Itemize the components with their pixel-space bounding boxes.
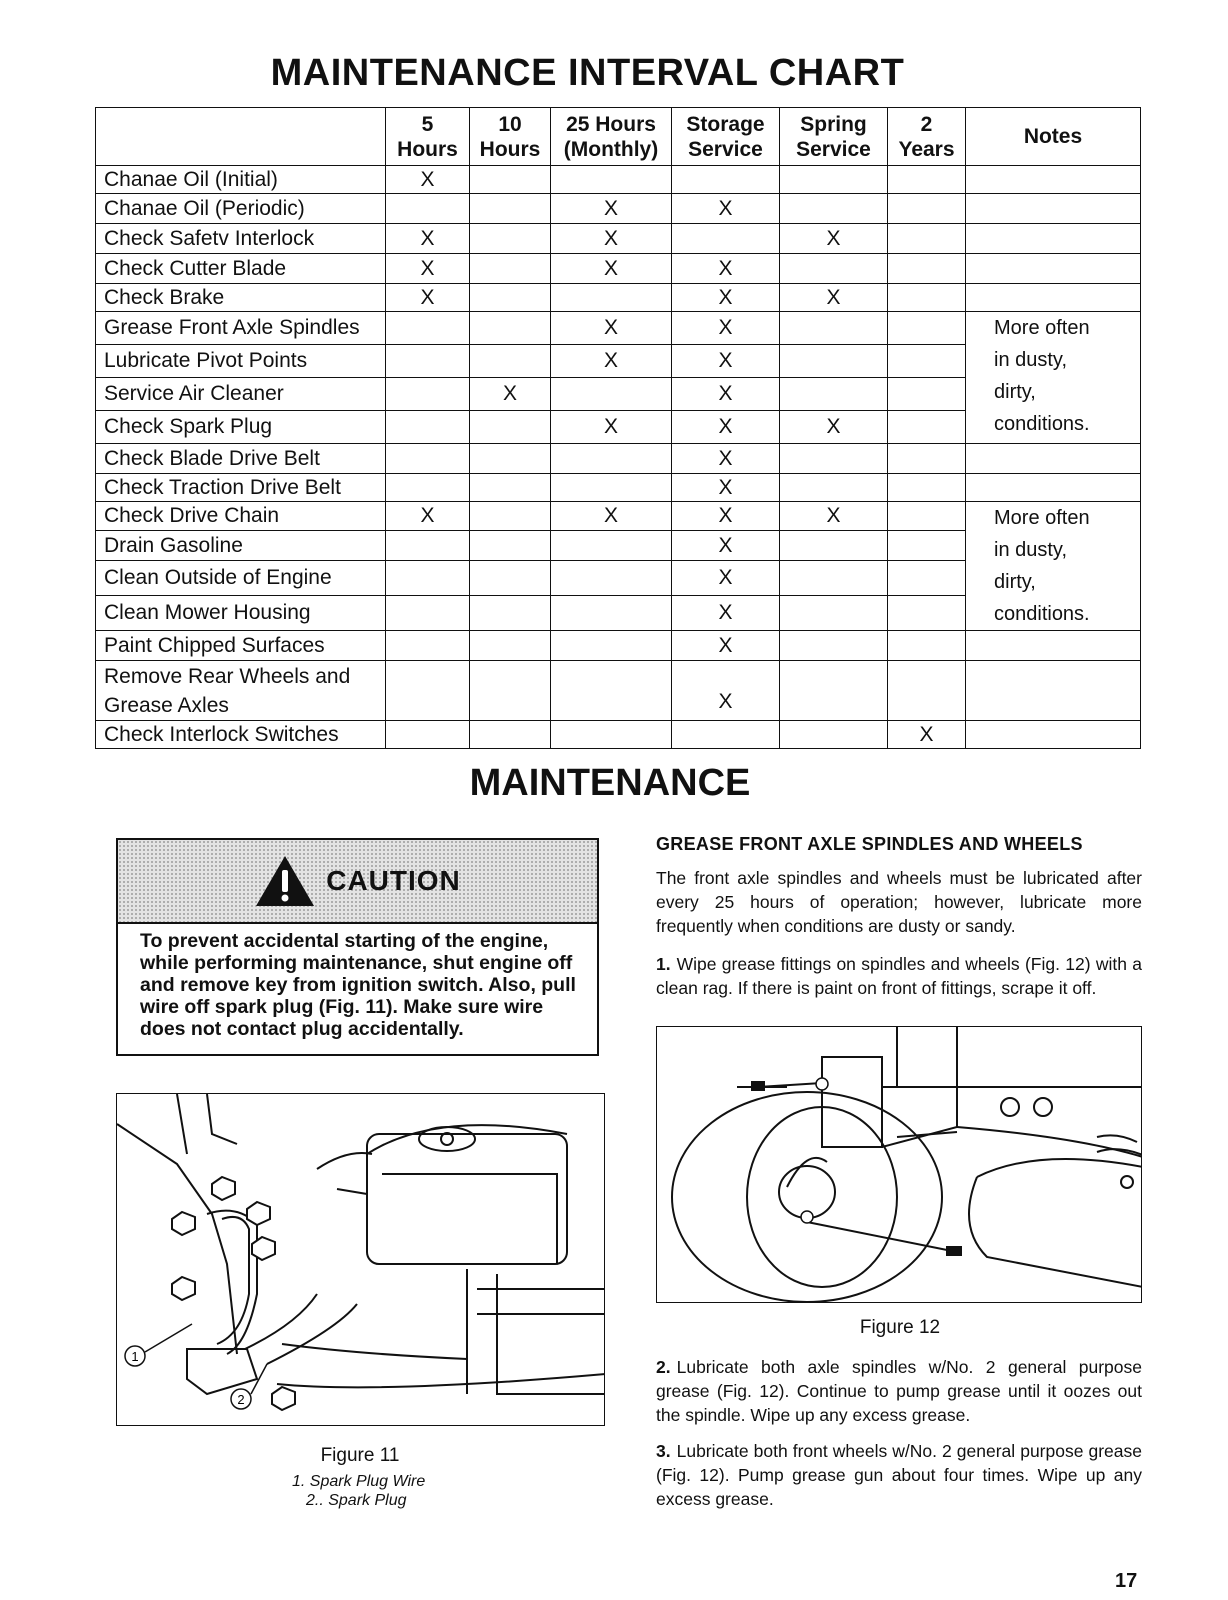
- interval-mark-cell: X: [672, 345, 780, 378]
- task-cell: Clean Mower Housing: [96, 596, 386, 631]
- table-row: [96, 254, 1141, 284]
- chart-title: MAINTENANCE INTERVAL CHART: [270, 52, 905, 94]
- interval-mark-cell: [551, 474, 672, 502]
- figure-12-caption: Figure 12: [859, 1317, 941, 1338]
- interval-mark-cell: X: [888, 721, 966, 749]
- interval-mark-cell: [780, 194, 888, 224]
- note-line: dirty,: [994, 571, 1036, 593]
- interval-mark-cell: [888, 166, 966, 194]
- interval-mark-cell: [470, 194, 551, 224]
- interval-mark-cell: [470, 345, 551, 378]
- interval-mark-cell: [470, 502, 551, 531]
- notes-cell: [966, 502, 1141, 631]
- interval-mark-cell: [386, 378, 470, 411]
- note-line: in dusty,: [994, 539, 1067, 561]
- task-cell: Drain Gasoline: [96, 530, 386, 561]
- interval-mark-cell: X: [672, 194, 780, 224]
- interval-mark-cell: X: [672, 661, 780, 721]
- interval-mark-cell: [470, 631, 551, 661]
- task-cell: Check Drive Chain: [96, 502, 386, 531]
- interval-mark-cell: [780, 530, 888, 561]
- table-row: [96, 312, 1141, 345]
- header-cell: 25 Hours (Monthly): [551, 108, 672, 166]
- figure-12-illustration: [656, 1026, 1142, 1303]
- interval-mark-cell: [386, 561, 470, 596]
- table-row: [96, 444, 1141, 474]
- header-cell: Storage Service: [672, 108, 780, 166]
- interval-mark-cell: X: [780, 224, 888, 254]
- interval-mark-cell: [780, 254, 888, 284]
- interval-mark-cell: X: [672, 502, 780, 531]
- interval-mark-cell: [551, 444, 672, 474]
- interval-mark-cell: X: [672, 561, 780, 596]
- interval-mark-cell: [888, 194, 966, 224]
- engine-spark-plug-drawing: [117, 1094, 605, 1426]
- interval-mark-cell: [470, 254, 551, 284]
- page-number: 17: [1115, 1570, 1138, 1592]
- interval-mark-cell: [780, 596, 888, 631]
- header-cell: Spring Service: [780, 108, 888, 166]
- interval-mark-cell: [386, 474, 470, 502]
- interval-mark-cell: X: [672, 411, 780, 444]
- interval-mark-cell: X: [672, 530, 780, 561]
- notes-cell-empty: [966, 166, 1141, 194]
- notes-cell-empty: [966, 444, 1141, 474]
- interval-mark-cell: [551, 530, 672, 561]
- table-row: [96, 474, 1141, 502]
- interval-mark-cell: [888, 631, 966, 661]
- interval-mark-cell: [386, 721, 470, 749]
- interval-mark-cell: X: [780, 411, 888, 444]
- note-line: conditions.: [994, 413, 1090, 435]
- notes-cell-empty: [966, 254, 1141, 284]
- figure-11-caption: Figure 11: [320, 1445, 400, 1466]
- notes-cell-empty: [966, 721, 1141, 749]
- interval-mark-cell: [551, 378, 672, 411]
- interval-mark-cell: [888, 474, 966, 502]
- step-2: [656, 1355, 1142, 1427]
- note-line: More often: [994, 507, 1090, 529]
- caution-header: [118, 840, 597, 924]
- notes-cell-empty: [966, 284, 1141, 312]
- interval-mark-cell: [888, 224, 966, 254]
- notes-cell-empty: [966, 224, 1141, 254]
- interval-mark-cell: [888, 661, 966, 721]
- table-row: [96, 224, 1141, 254]
- interval-mark-cell: [386, 596, 470, 631]
- task-cell: Check Spark Plug: [96, 411, 386, 444]
- interval-mark-cell: X: [780, 502, 888, 531]
- interval-mark-cell: [386, 661, 470, 721]
- task-cell: Check Interlock Switches: [96, 721, 386, 749]
- maintenance-interval-table: [95, 107, 1141, 749]
- interval-mark-cell: [386, 444, 470, 474]
- figure-11-legend-1: 1. Spark Plug Wire: [292, 1473, 426, 1490]
- interval-mark-cell: [780, 345, 888, 378]
- section-heading: GREASE FRONT AXLE SPINDLES AND WHEELS: [656, 834, 1083, 854]
- figure-11-illustration: [116, 1093, 605, 1426]
- interval-mark-cell: [470, 561, 551, 596]
- task-cell: Check Cutter Blade: [96, 254, 386, 284]
- interval-mark-cell: [551, 721, 672, 749]
- step-2-number: 2.: [656, 1357, 671, 1377]
- interval-mark-cell: [888, 444, 966, 474]
- interval-mark-cell: [386, 312, 470, 345]
- interval-mark-cell: [672, 166, 780, 194]
- interval-mark-cell: X: [672, 378, 780, 411]
- interval-mark-cell: [780, 474, 888, 502]
- notes-cell-empty: [966, 661, 1141, 721]
- maintenance-title: MAINTENANCE: [469, 762, 751, 804]
- interval-mark-cell: [888, 411, 966, 444]
- interval-mark-cell: X: [551, 502, 672, 531]
- interval-mark-cell: [386, 631, 470, 661]
- interval-mark-cell: [386, 530, 470, 561]
- table-row: [96, 284, 1141, 312]
- table-header-row: [96, 108, 1141, 166]
- interval-mark-cell: [551, 631, 672, 661]
- interval-mark-cell: [888, 284, 966, 312]
- note-line: in dusty,: [994, 349, 1067, 371]
- interval-mark-cell: [386, 194, 470, 224]
- step-1: [656, 952, 1142, 1000]
- interval-mark-cell: [470, 474, 551, 502]
- interval-mark-cell: [551, 661, 672, 721]
- interval-mark-cell: [551, 166, 672, 194]
- interval-mark-cell: X: [386, 254, 470, 284]
- interval-mark-cell: [470, 224, 551, 254]
- interval-mark-cell: [470, 444, 551, 474]
- note-line: conditions.: [994, 603, 1090, 625]
- interval-mark-cell: X: [672, 596, 780, 631]
- interval-mark-cell: X: [551, 411, 672, 444]
- interval-mark-cell: [888, 502, 966, 531]
- interval-mark-cell: [780, 378, 888, 411]
- interval-mark-cell: X: [672, 254, 780, 284]
- task-cell: Check Brake: [96, 284, 386, 312]
- interval-mark-cell: X: [386, 166, 470, 194]
- step-3-number: 3.: [656, 1441, 671, 1461]
- interval-mark-cell: X: [551, 312, 672, 345]
- interval-mark-cell: [888, 378, 966, 411]
- interval-mark-cell: X: [386, 502, 470, 531]
- interval-mark-cell: X: [551, 224, 672, 254]
- notes-cell-empty: [966, 194, 1141, 224]
- interval-mark-cell: [888, 254, 966, 284]
- header-cell: [96, 108, 386, 166]
- interval-mark-cell: [780, 661, 888, 721]
- interval-mark-cell: X: [672, 474, 780, 502]
- interval-mark-cell: X: [386, 224, 470, 254]
- task-cell: Paint Chipped Surfaces: [96, 631, 386, 661]
- interval-mark-cell: [780, 721, 888, 749]
- interval-mark-cell: [888, 345, 966, 378]
- notes-cell-empty: [966, 631, 1141, 661]
- table-row: [96, 194, 1141, 224]
- interval-mark-cell: X: [672, 631, 780, 661]
- table-row: [96, 721, 1141, 749]
- task-cell: Lubricate Pivot Points: [96, 345, 386, 378]
- section-intro: The front axle spindles and wheels must be lubricated after every 25 hours of operation; however, lubricate more frequently when conditions are dusty or sandy.: [656, 868, 1142, 936]
- task-cell: Check Safetv Interlock: [96, 224, 386, 254]
- interval-mark-cell: [386, 345, 470, 378]
- step-3-text: Lubricate both front wheels w/No. 2 general purpose grease (Fig. 12). Pump grease gun about four times. Wipe up any excess grease.: [656, 1441, 1142, 1509]
- interval-mark-cell: [470, 312, 551, 345]
- table-row: [96, 661, 1141, 721]
- task-cell: Chanae Oil (Periodic): [96, 194, 386, 224]
- interval-mark-cell: [470, 284, 551, 312]
- interval-mark-cell: X: [780, 284, 888, 312]
- interval-mark-cell: [551, 596, 672, 631]
- interval-mark-cell: X: [386, 284, 470, 312]
- interval-mark-cell: [470, 661, 551, 721]
- table-row: [96, 502, 1141, 531]
- note-line: dirty,: [994, 381, 1036, 403]
- task-cell: Clean Outside of Engine: [96, 561, 386, 596]
- header-cell-notes: Notes: [966, 108, 1141, 166]
- interval-mark-cell: X: [551, 345, 672, 378]
- table-row: [96, 166, 1141, 194]
- interval-mark-cell: [780, 631, 888, 661]
- table-body: [96, 166, 1141, 749]
- interval-mark-cell: X: [551, 194, 672, 224]
- caution-word: CAUTION: [326, 865, 461, 896]
- note-line: More often: [994, 317, 1090, 339]
- interval-mark-cell: X: [672, 312, 780, 345]
- interval-mark-cell: [470, 721, 551, 749]
- header-cell: 10 Hours: [470, 108, 551, 166]
- interval-mark-cell: [888, 530, 966, 561]
- task-cell: Service Air Cleaner: [96, 378, 386, 411]
- task-cell: Remove Rear Wheels and Grease Axles: [96, 661, 386, 721]
- task-cell: Check Blade Drive Belt: [96, 444, 386, 474]
- interval-mark-cell: X: [672, 284, 780, 312]
- interval-mark-cell: [780, 166, 888, 194]
- step-2-text: Lubricate both axle spindles w/No. 2 general purpose grease (Fig. 12). Continue to pump grease until it oozes out the spindle. Wipe up any excess grease.: [656, 1357, 1142, 1425]
- warning-triangle-icon: [254, 854, 316, 908]
- header-cell: 2 Years: [888, 108, 966, 166]
- task-cell: Chanae Oil (Initial): [96, 166, 386, 194]
- step-3: [656, 1439, 1142, 1511]
- interval-mark-cell: [888, 596, 966, 631]
- callout-2: 2: [237, 1392, 245, 1407]
- interval-mark-cell: [672, 224, 780, 254]
- interval-mark-cell: [386, 411, 470, 444]
- interval-mark-cell: [780, 561, 888, 596]
- caution-box: [116, 838, 599, 1056]
- notes-cell: [966, 312, 1141, 444]
- interval-mark-cell: [470, 166, 551, 194]
- figure-11-legend-2: 2.. Spark Plug: [306, 1492, 407, 1509]
- task-cell: Grease Front Axle Spindles: [96, 312, 386, 345]
- interval-mark-cell: [672, 721, 780, 749]
- table-row: [96, 631, 1141, 661]
- header-cell: 5 Hours: [386, 108, 470, 166]
- interval-mark-cell: [470, 411, 551, 444]
- interval-mark-cell: [551, 561, 672, 596]
- interval-mark-cell: [888, 312, 966, 345]
- interval-mark-cell: [888, 561, 966, 596]
- step-1-text: Wipe grease fittings on spindles and wheels (Fig. 12) with a clean rag. If there is paint on front of fittings, scrape it off.: [656, 954, 1142, 998]
- interval-mark-cell: [780, 312, 888, 345]
- interval-mark-cell: [470, 530, 551, 561]
- notes-cell-empty: [966, 474, 1141, 502]
- interval-mark-cell: X: [672, 444, 780, 474]
- front-wheel-spindle-drawing: [657, 1027, 1142, 1303]
- callout-1: 1: [131, 1349, 139, 1364]
- interval-mark-cell: [780, 444, 888, 474]
- interval-mark-cell: [470, 596, 551, 631]
- interval-mark-cell: [551, 284, 672, 312]
- caution-text: To prevent accidental starting of the engine, while performing maintenance, shut engine off and remove key from ignition switch. Also, pull wire off spark plug (Fig. 11). Make sure wire does not contact plug accidentally.: [140, 930, 576, 1040]
- task-cell: Check Traction Drive Belt: [96, 474, 386, 502]
- interval-mark-cell: X: [551, 254, 672, 284]
- interval-mark-cell: X: [470, 378, 551, 411]
- step-1-number: 1.: [656, 954, 671, 974]
